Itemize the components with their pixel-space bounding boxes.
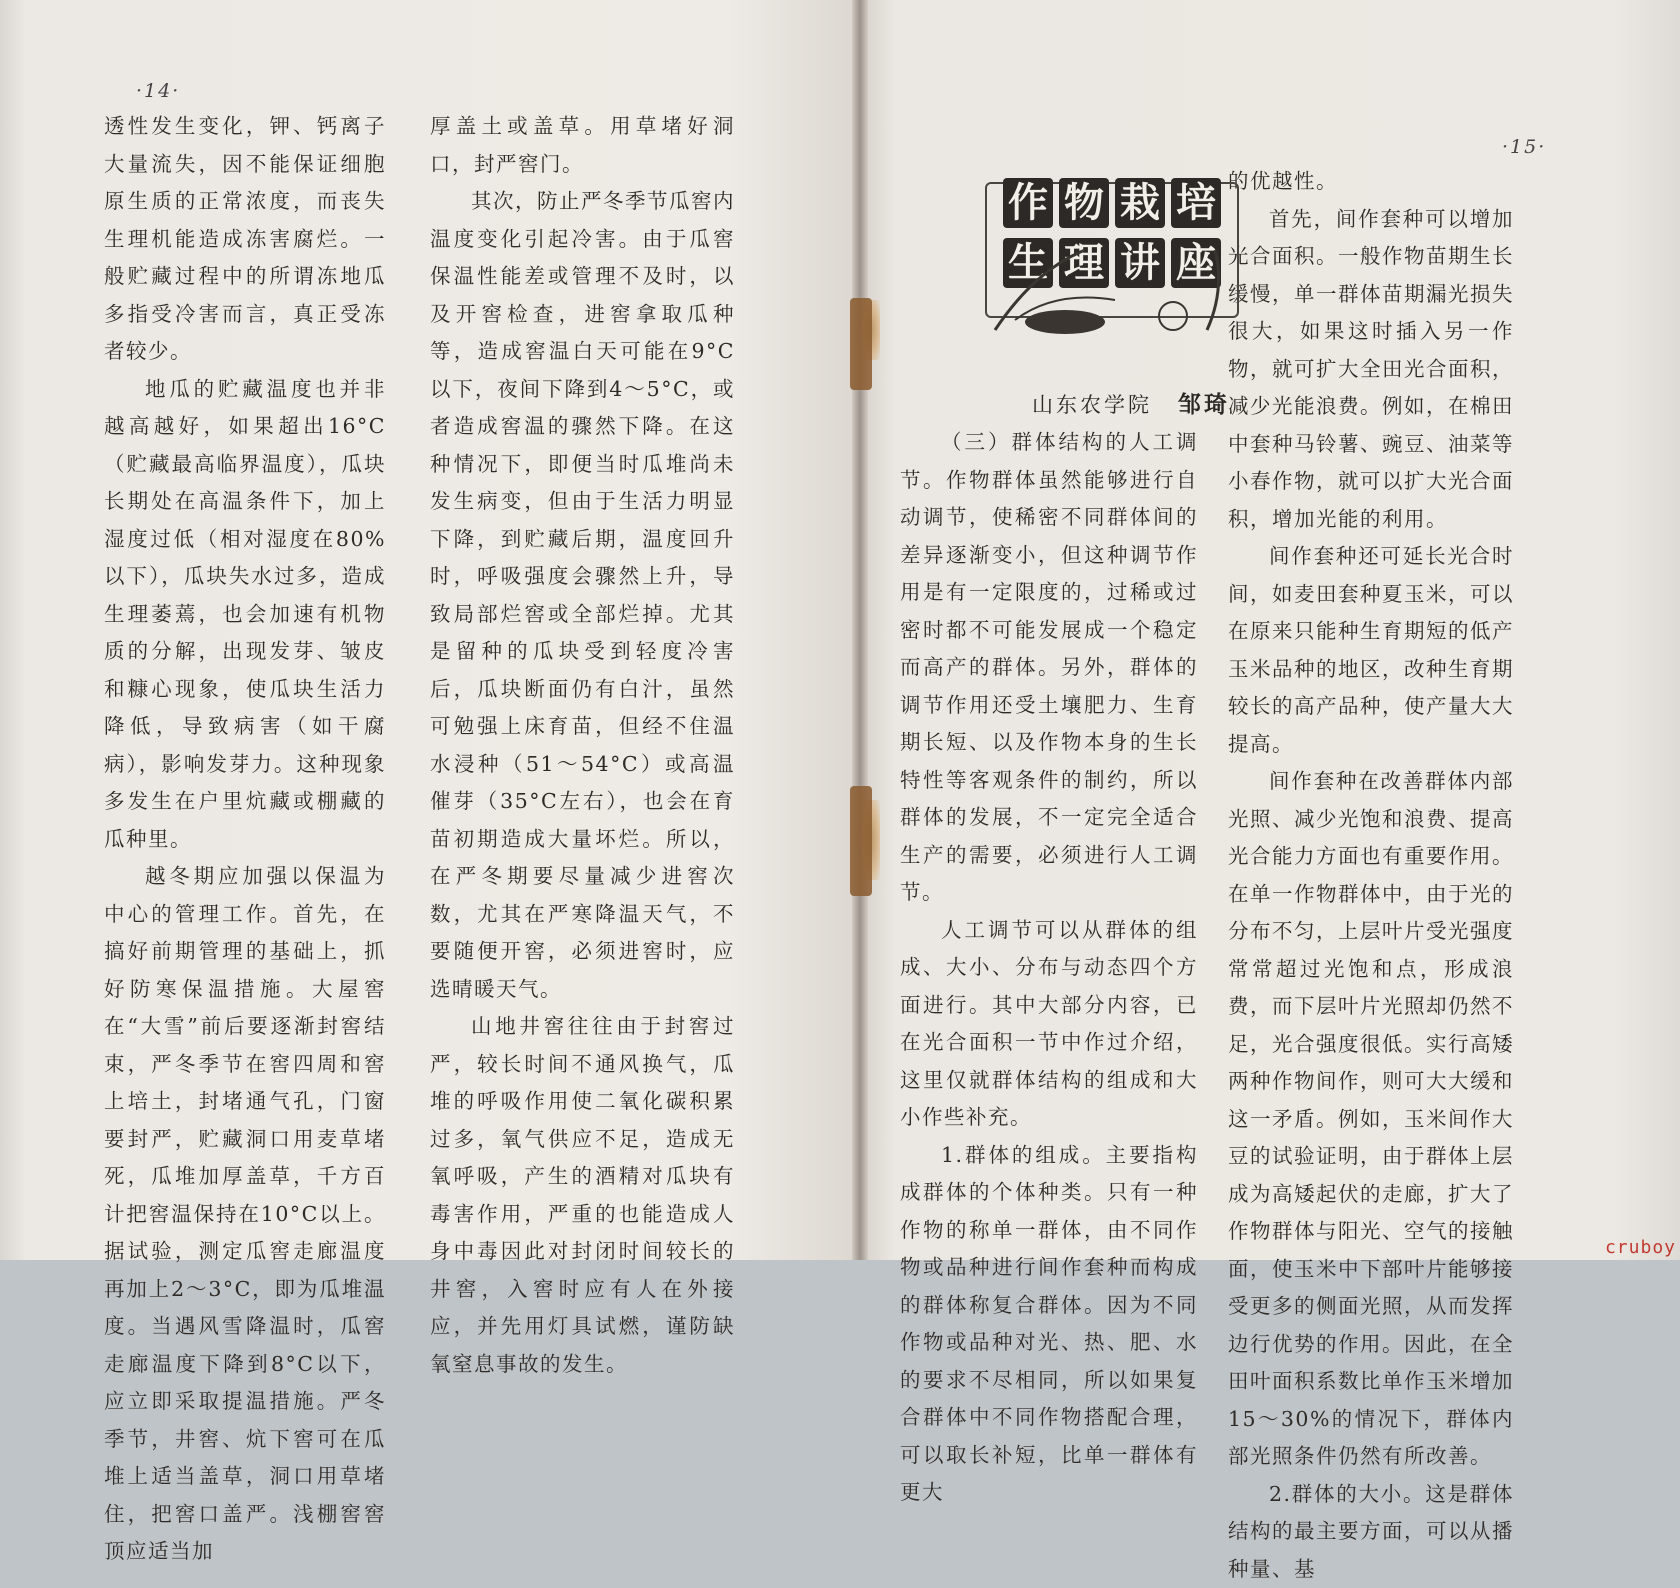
banner-char: 栽	[1115, 178, 1165, 228]
page-number-right: ·15·	[1502, 136, 1546, 158]
banner-char: 理	[1059, 238, 1109, 288]
paragraph: 山地井窖往往由于封窖过严，较长时间不通风换气，瓜堆的呼吸作用使二氧化碳积累过多，氧气供应不足，造成无氧呼吸，产生的酒精对瓜块有毒害作用，严重的也能造成人身中毒因此对封闭时间较长的井窖，入窖时应有人在外接应，并先用灯具试燃，谨防缺氧窒息事故的发生。	[430, 1008, 735, 1383]
paragraph: 间作套种在改善群体内部光照、减少光饱和浪费、提高光合能力方面也有重要作用。在单一作物群体中，由于光的分布不匀，上层叶片受光强度常常超过光饱和点，形成浪费，而下层叶片光照却仍然不足，光合强度很低。实行高矮两种作物间作，则可大大缓和这一矛盾。例如，玉米间作大豆的试验证明，由于群体上层成为高矮起伏的走廊，扩大了作物群体与阳光、空气的接触面，使玉米中下部叶片能够接受更多的侧面光照，从而发挥边行优势的作用。因此，在全田叶面积系数比单作玉米增加15～30%的情况下，群体内部光照条件仍然有所改善。	[1228, 763, 1514, 1476]
paragraph: 越冬期应加强以保温为中心的管理工作。首先，在搞好前期管理的基础上，抓好防寒保温措施。大屋窖在“大雪”前后要逐渐封窖结束，严冬季节在窖四周和窖上培土，封堵通气孔，门窗要封严，贮藏洞口用麦草堵死，瓜堆加厚盖草，千方百计把窖温保持在10°C以上。据试验，测定瓜窖走廊温度再加上2～3°C，即为瓜堆温度。当遇风雪降温时，瓜窖走廊温度下降到8°C以下，应立即采取提温措施。严冬季节，井窖、炕下窖可在瓜堆上适当盖草，洞口用草堵住，把窖口盖严。浅棚窖窖顶应适当加	[104, 858, 386, 1571]
paragraph: 2.群体的大小。这是群体结构的最主要方面，可以从播种量、基	[1228, 1476, 1514, 1588]
left-column-2	[430, 108, 735, 1383]
author-name: 邹琦	[1178, 391, 1230, 418]
page-number-left: ·14·	[136, 80, 180, 102]
paragraph: 的优越性。	[1228, 163, 1514, 201]
banner-char: 讲	[1115, 238, 1165, 288]
book-spine	[852, 0, 868, 1260]
paragraph: 1.群体的组成。主要指构成群体的个体种类。只有一种作物的称单一群体，由不同作物或品种进行间作套种而构成的群体称复合群体。因为不同作物或品种对光、热、肥、水的要求不尽相同，所以如果复合群体中不同作物搭配合理，可以取长补短，比单一群体有更大	[900, 1137, 1198, 1512]
author-org: 山东农学院	[1032, 393, 1152, 417]
staple	[850, 298, 872, 390]
wheat-cotton-decoration-icon	[975, 230, 1245, 340]
paragraph: 其次，防止严冬季节瓜窖内温度变化引起冷害。由于瓜窖保温性能差或管理不及时，以及开窖检查，进窖拿取瓜种等，造成窖温白天可能在9°C以下，夜间下降到4～5°C，或者造成窖温的骤然下降。在这种情况下，即便当时瓜堆尚未发生病变，但由于生活力明显下降，到贮藏后期，温度回升时，呼吸强度会骤然上升，导致局部烂窖或全部烂掉。尤其是留种的瓜块受到轻度冷害后，瓜块断面仍有白汁，虽然可勉强上床育苗，但经不住温水浸种（51～54°C）或高温催芽（35°C左右），也会在育苗初期造成大量坏烂。所以，在严冬期要尽量减少进窖次数，尤其在严寒降温天气，不要随便开窖，必须进窖时，应选晴暖天气。	[430, 183, 735, 1008]
paragraph: 厚盖土或盖草。用草堵好洞口，封严窖门。	[430, 108, 735, 183]
paragraph: （三）群体结构的人工调节。作物群体虽然能够进行自动调节，使稀密不同群体间的差异逐渐变小，但这种调节作用是有一定限度的，过稀或过密时都不可能发展成一个稳定而高产的群体。另外，群体的调节作用还受土壤肥力、生育期长短、以及作物本身的生长特性等客观条件的制约，所以群体的发展，不一定完全适合生产的需要，必须进行人工调节。	[900, 424, 1198, 912]
staple	[850, 786, 872, 896]
banner-char: 培	[1171, 178, 1221, 228]
author-line	[1032, 386, 1230, 419]
banner-char: 物	[1059, 178, 1109, 228]
watermark: cruboy	[1605, 1237, 1676, 1258]
banner-char: 座	[1171, 238, 1221, 288]
paragraph: 地瓜的贮藏温度也并非越高越好，如果超出16°C（贮藏最高临界温度），瓜块长期处在高温条件下，加上湿度过低（相对湿度在80%以下），瓜块失水过多，造成生理萎蔫，也会加速有机物质的分解，出现发芽、皱皮和糠心现象，使瓜块生活力降低，导致病害（如干腐病），影响发芽力。这种现象多发生在户里炕藏或棚藏的瓜种里。	[104, 371, 386, 859]
banner-char: 生	[1003, 238, 1053, 288]
paragraph: 间作套种还可延长光合时间，如麦田套种夏玉米，可以在原来只能种生育期短的低产玉米品种的地区，改种生育期较长的高产品种，使产量大大提高。	[1228, 538, 1514, 763]
right-column-2	[1228, 163, 1514, 1588]
banner-char: 作	[1003, 178, 1053, 228]
left-column-1	[104, 108, 386, 1571]
column-banner	[975, 170, 1245, 340]
paragraph: 人工调节可以从群体的组成、大小、分布与动态四个方面进行。其中大部分内容，已在光合面积一节中作过介绍，这里仅就群体结构的组成和大小作些补充。	[900, 912, 1198, 1137]
right-column-1	[900, 424, 1198, 1512]
left-page	[0, 0, 858, 1260]
paragraph: 首先，间作套种可以增加光合面积。一般作物苗期生长缓慢，单一群体苗期漏光损失很大，如果这时插入另一作物，就可扩大全田光合面积，减少光能浪费。例如，在棉田中套种马铃薯、豌豆、油菜等小春作物，就可以扩大光合面积，增加光能的利用。	[1228, 201, 1514, 539]
paragraph: 透性发生变化，钾、钙离子大量流失，因不能保证细胞原生质的正常浓度，而丧失生理机能造成冻害腐烂。一般贮藏过程中的所谓冻地瓜多指受冷害而言，真正受冻者较少。	[104, 108, 386, 371]
